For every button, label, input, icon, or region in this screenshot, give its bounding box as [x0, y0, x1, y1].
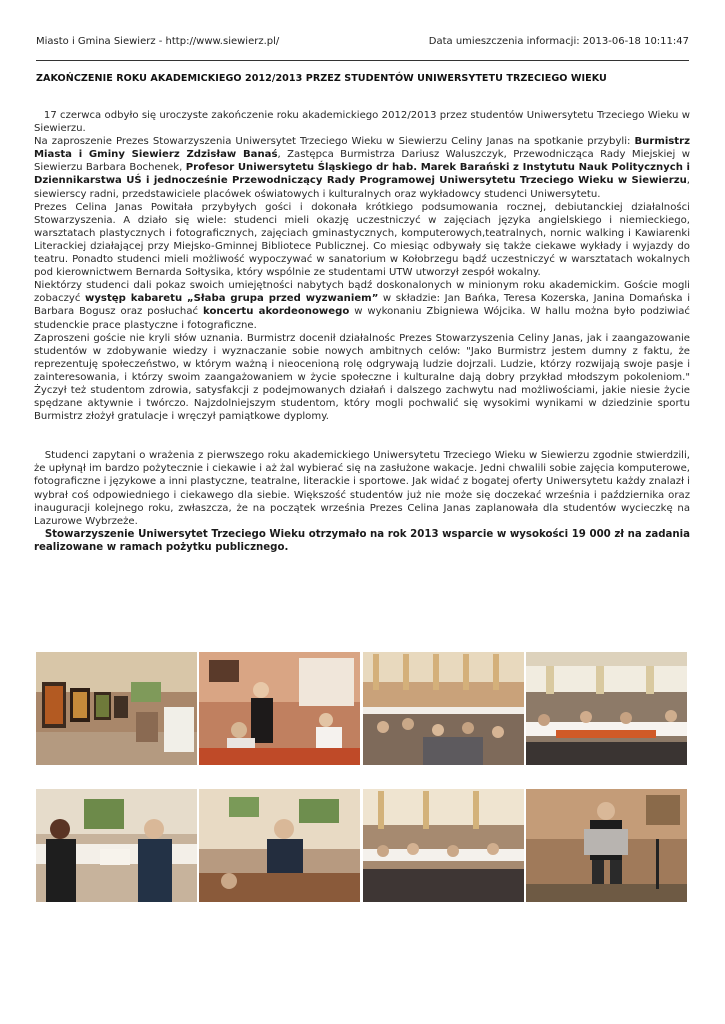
mayor-speech-photo[interactable] — [199, 789, 360, 902]
guests-text-3: , siewierscy radni, przedstawiciele placówek oświatowych i kulturalnych oraz wykładowcy studenci Uniwersytetu. — [34, 175, 690, 200]
guests-professor: Profesor Uniwersytetu Śląskiego dr hab. Marek Barański z Instytutu Nauk Politycznych i Dziennikarstwa UŚ i jednocześnie Przewodniczący Rady Programowej Uniwersytetu Trzeciego Wieku w Siewierzu — [34, 162, 690, 187]
paragraph-gap — [34, 436, 690, 449]
accordion-concert-photo[interactable] — [526, 789, 687, 902]
paragraph-guests — [34, 135, 690, 200]
publish-date: Data umieszczenia informacji: 2013-06-18 10:11:47 — [428, 36, 689, 47]
paragraph-mayor-speech: Zaproszeni goście nie kryli słów uznania. Burmistrz docenił działalnośc Prezes Stowarzyszenia Celiny Janas, jak i zaangazowanie studentów w zdobywanie wiedzy i wyznaczanie sobie nowych ambitnych celów: "Jako Burmistrz jestem dumny z faktu, że reprezentuję społeczeństwo, w którym ważną i nieocenioną rolę odgrywają ludzie dojrzali. Ludzie, którzy rozwijają swoje pasje i zainteresowania, i którzy swoim zaangażowaniem w życie społeczne i kulturalne dają dobry przykład młodszym pokoleniom." Życzył też studentom zdrowia, satysfakcji z podejmowanych działań i dalszego zachwytu nad możliwościami, jakie niesie życie spędzane aktywnie i twórczo. Najzdolniejszym studentom, który mogli pochwalić się wysokimi wynikami w dziedzinie sportu Burmistrz złożył gratulacje i wręczył pamiątkowe dyplomy. — [34, 332, 690, 423]
exhibition-paintings-photo[interactable] — [36, 652, 197, 765]
header-divider — [36, 60, 689, 61]
perf-cabaret: występ kabaretu „Słaba grupa przed wyzwaniem” — [85, 293, 379, 305]
photo-gallery-row-1 — [36, 652, 688, 765]
page-header — [36, 36, 689, 56]
perf-text-2: w składzie: Jan Bańka, Teresa Kozerska, Janina Domańska i Barbara Bogusz oraz posłuchać — [34, 293, 690, 318]
perf-concert: koncertu akordeonowego — [203, 306, 350, 318]
guests-mayor: Burmistrz Miasta i Gminy Siewierz Zdzisław Banaś — [34, 136, 690, 161]
guests-text-2: , Zastępca Burmistrza Dariusz Waluszczyk, Przewodnicząca Rady Miejskiej w Siewierzu Barbara Bochenek, — [34, 149, 690, 174]
paragraph-summary: Prezes Celina Janas Powitała przybyłych gości i dokonała krótkiego podsumowania rocznej, debiutanckiej działalności Stowarzyszenia. A działo się wiele: studenci mieli okazję uczestniczyć w zajęciach języka angielskiego i niemieckiego, warsztatach plastycznych i fotograficznych, zajęciach gminastycznych, komputerowych,teatralnych, nornic walking i Kawiarenki Literackiej działającej przy Miejsko-Gminnej Bibliotece Publicznej. Co miesiąc odbywały się także ciekawe wykłady i wyjazdy do teatru. Ponadto studenci mieli możliwość wypoczywać w sanatorium w Kołobrzegu bądź uczestniczyć w warsztatach wokalnych pod kierownictwem Bernarda Sołtysika, który wspólnie ze studentami UTW utworzył zespół wokalny. — [34, 201, 690, 279]
paragraph-funding — [34, 528, 690, 554]
paragraph-gap — [34, 423, 690, 436]
paragraph-funding-text: Stowarzyszenie Uniwersytet Trzeciego Wieku otrzymało na rok 2013 wsparcie w wysokości 19 000 zł na zadania realizowane w ramach pożytku publicznego. — [34, 528, 690, 553]
paragraph-impressions — [34, 449, 690, 528]
banquet-tables-photo[interactable] — [526, 652, 687, 765]
seated-guests-photo[interactable] — [363, 789, 524, 902]
paragraph-performances — [34, 279, 690, 331]
article-title: ZAKOŃCZENIE ROKU AKADEMICKIEGO 2012/2013 PRZEZ STUDENTÓW UNIWERSYTETU TRZECIEGO WIEKU — [36, 73, 607, 84]
article-body — [34, 109, 690, 554]
photo-gallery-row-2 — [36, 789, 688, 902]
paragraph-intro-text: 17 czerwca odbyło się uroczyste zakończenie roku akademickiego 2012/2013 przez studentów Uniwersytetu Trzeciego Wieku w Siewierzu. — [34, 110, 690, 135]
speaker-woman-photo[interactable] — [199, 652, 360, 765]
perf-text-1: Niektórzy studenci dali pokaz swoich umiejętności nabytych bądź doskonalonych w minionym roku akademickim. Goście mogli zobaczyć — [34, 280, 690, 305]
hall-audience-photo[interactable] — [363, 652, 524, 765]
site-url-label[interactable]: Miasto i Gmina Siewierz - http://www.siewierz.pl/ — [36, 36, 280, 47]
diploma-handover-photo[interactable] — [36, 789, 197, 902]
paragraph-impressions-text: Studenci zapytani o wrażenia z pierwszego roku akademickiego Uniwersytetu Trzeciego Wieku w Siewierzu zgodnie stwierdzili, że upłynął im bardzo pożytecznie i ciekawie i aż żal wybierać się na zasłużone wakacje. Jedni chwalili sobie zajęcia komputerowe, fotograficzne i językowe a inni plastyczne, teatralne, literackie i sportowe. Jak widać z bogatej oferty Uniwersytetu każdy znalazł i wybrał coś odpowiedniego i ciekawego dla siebie. Większość studentów już nie może się doczekać września i października oraz inauguracji kolejnego roku, zwłaszcza, że na początek września Prezes Celina Janas zaplanowała dla studentów wycieczkę na Lazurowe Wybrzeże. — [34, 450, 690, 527]
paragraph-intro — [34, 109, 690, 135]
guests-text-1: Na zaproszenie Prezes Stowarzyszenia Uniwersytet Trzeciego Wieku w Siewierzu Celiny Janas na spotkanie przybyli: — [34, 136, 635, 148]
perf-text-3: w wykonaniu Zbigniewa Wójcika. W hallu można było podziwiać studenckie prace plastyczne i fotograficzne. — [34, 306, 690, 331]
